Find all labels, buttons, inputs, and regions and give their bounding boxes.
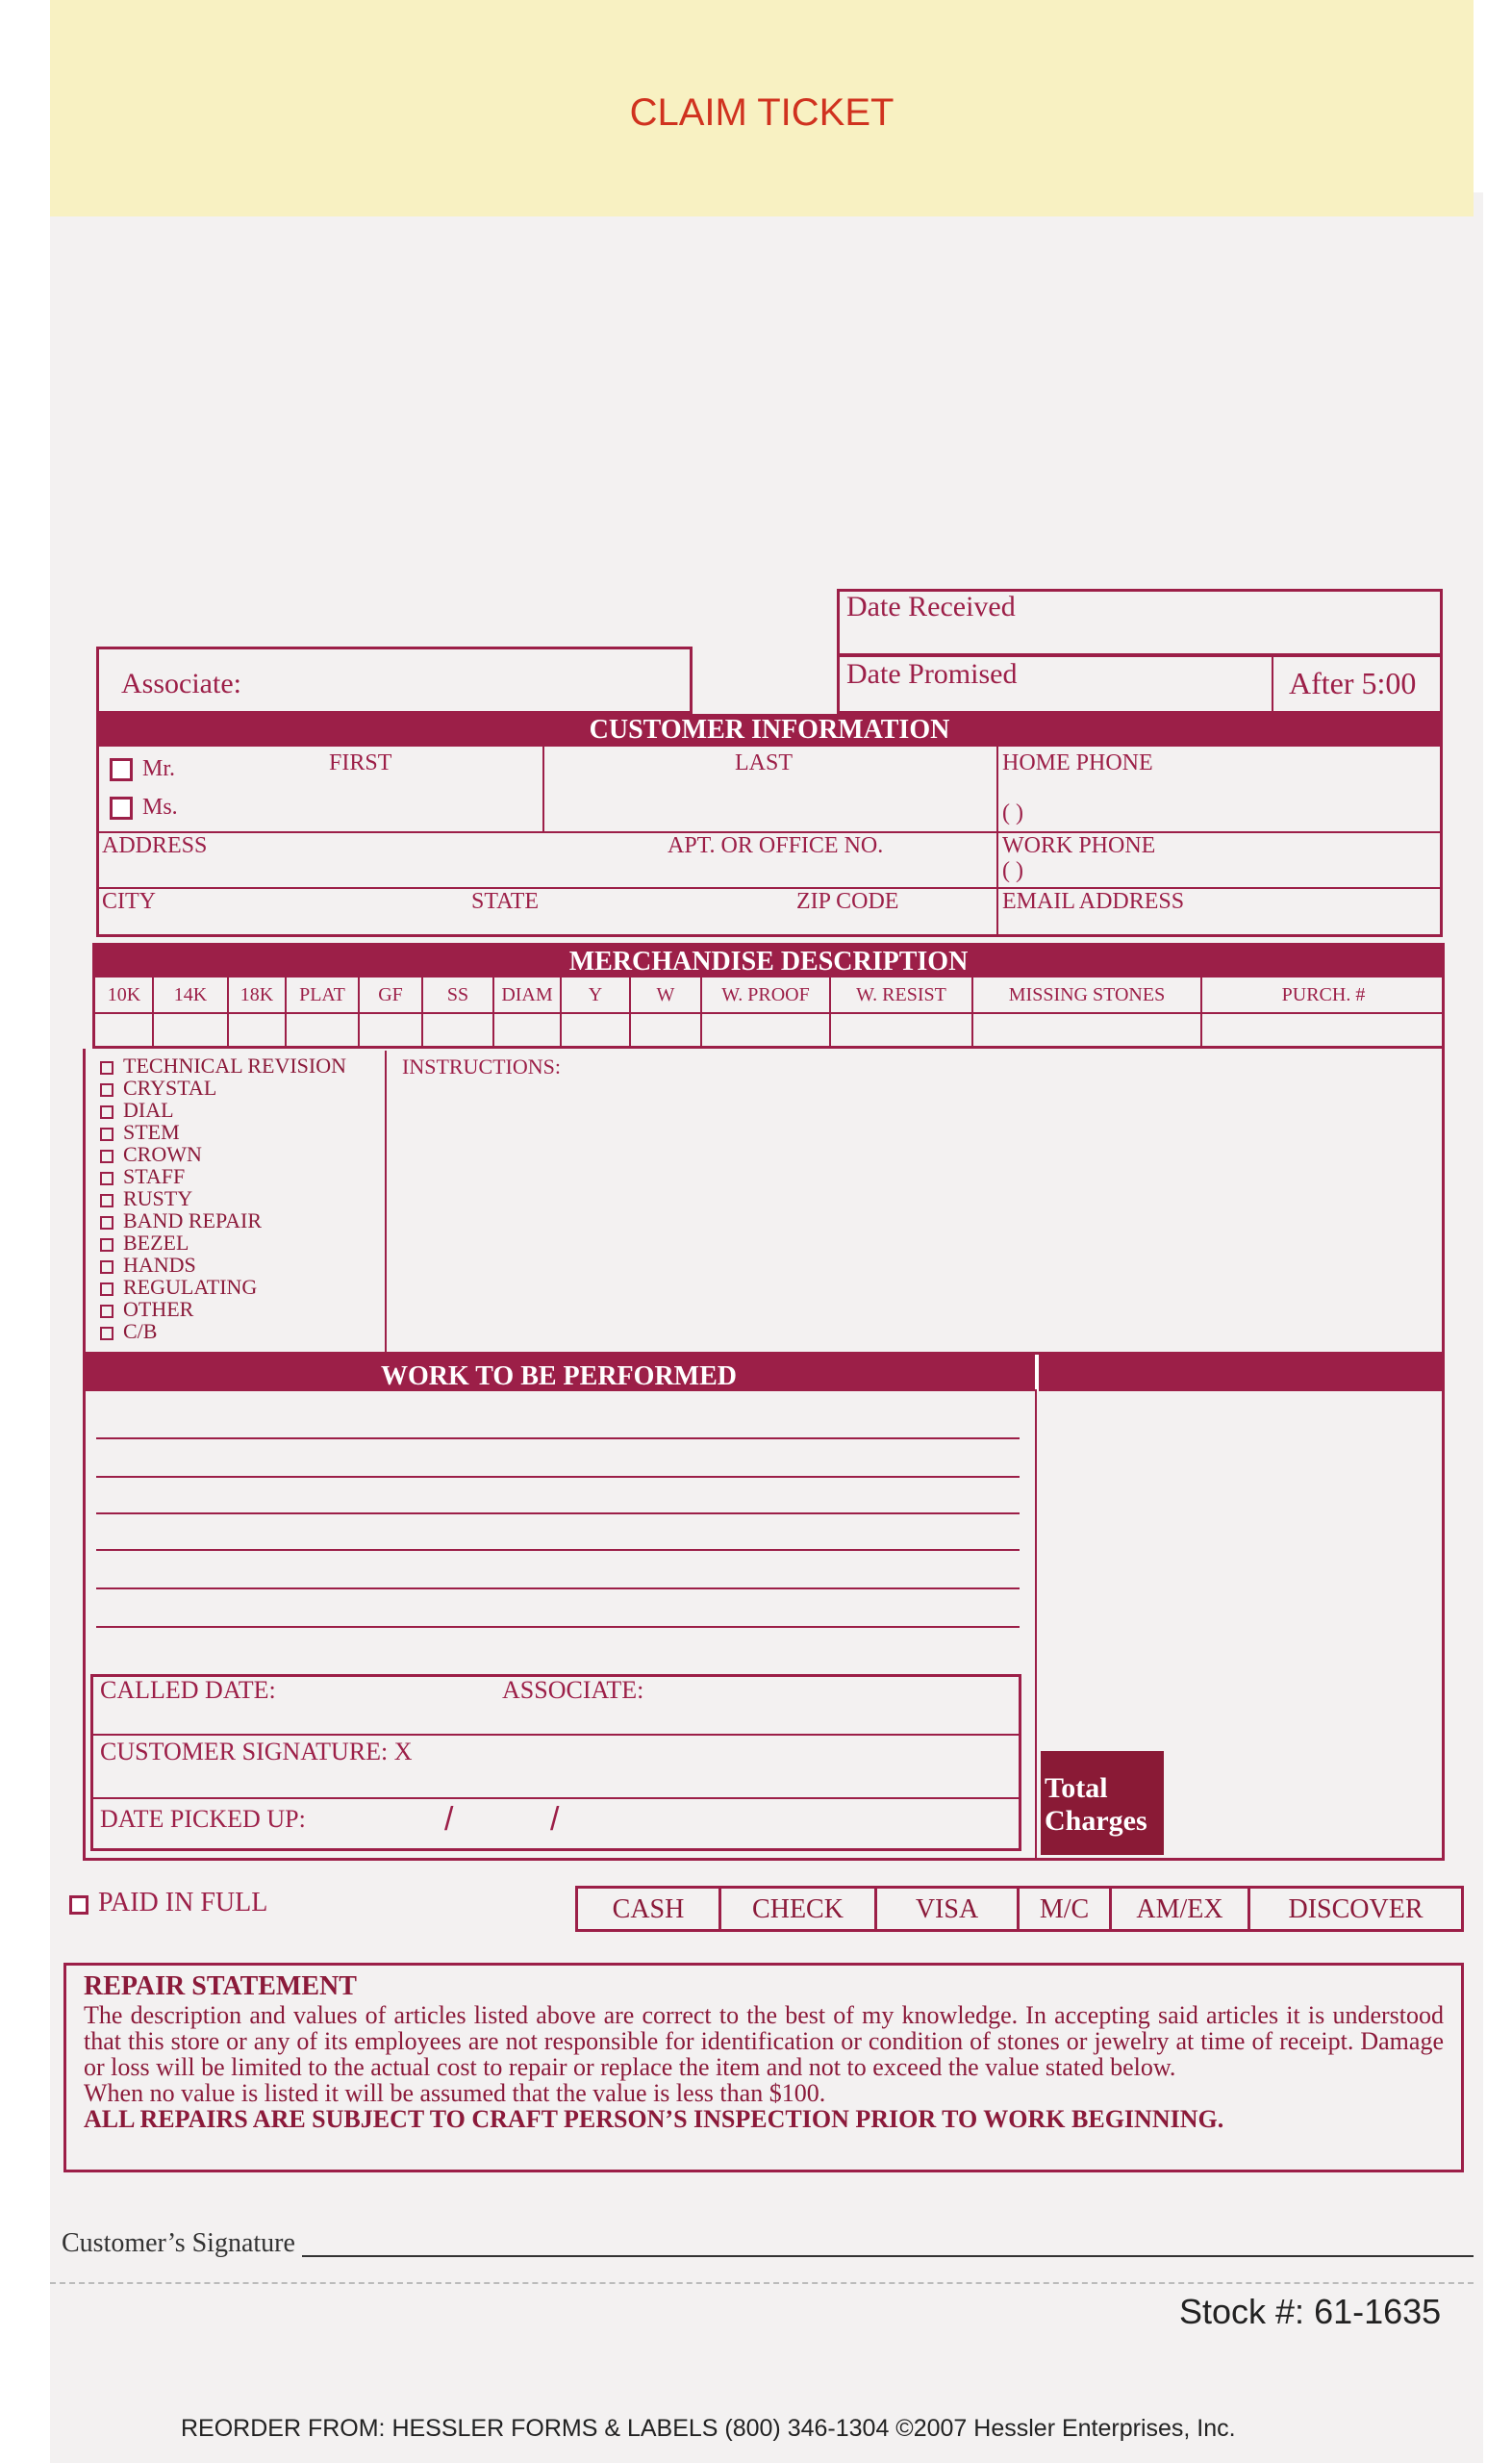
date-received-label: Date Received [846, 591, 1016, 622]
repair-statement-notice: ALL REPAIRS ARE SUBJECT TO CRAFT PERSON’S INSPECTION PRIOR TO WORK BEGINNING. [84, 2105, 1224, 2133]
merchandise-header: MERCHANDISE DESCRIPTION [92, 943, 1445, 978]
last-name-label: LAST [735, 750, 793, 775]
merch-col-header: MISSING STONES [973, 978, 1202, 1012]
city-label: CITY [102, 889, 156, 914]
checkbox-icon [100, 1150, 113, 1163]
home-phone-label: HOME PHONE [1002, 750, 1153, 775]
merch-col-header: PLAT [287, 978, 360, 1012]
mr-checkbox[interactable] [110, 756, 175, 782]
date-slash-1: / [444, 1801, 454, 1838]
checkbox-icon [100, 1061, 113, 1075]
merch-col-header: DIAM [494, 978, 562, 1012]
service-checkbox-item[interactable] [100, 1054, 346, 1077]
service-checkbox-item[interactable] [100, 1276, 346, 1298]
service-checkbox-item[interactable] [100, 1099, 346, 1121]
called-associate-label: ASSOCIATE: [502, 1676, 644, 1704]
stock-number: Stock #: 61-1635 [1179, 2292, 1442, 2331]
payment-option[interactable]: CHECK [721, 1886, 877, 1932]
checkbox-icon [100, 1194, 113, 1207]
merch-col-value[interactable] [423, 1014, 494, 1047]
service-label: CROWN [123, 1142, 202, 1166]
home-phone-paren: ( ) [1002, 800, 1023, 825]
service-checkbox-item[interactable] [100, 1298, 346, 1320]
work-header: WORK TO BE PERFORMED [83, 1355, 1035, 1391]
service-checkbox-item[interactable] [100, 1254, 346, 1276]
repair-statement-no-value: When no value is listed it will be assumed that the value is less than $100. [84, 2079, 826, 2107]
service-checkbox-item[interactable] [100, 1320, 346, 1342]
service-label: CRYSTAL [123, 1076, 217, 1100]
zip-label: ZIP CODE [796, 889, 899, 914]
customer-info-header: CUSTOMER INFORMATION [96, 714, 1443, 747]
merch-col-value[interactable] [562, 1014, 631, 1047]
charges-label: Charges [1045, 1805, 1147, 1837]
merch-col-value[interactable] [973, 1014, 1202, 1047]
checkbox-icon [100, 1216, 113, 1230]
service-label: REGULATING [123, 1275, 258, 1299]
service-label: TECHNICAL REVISION [123, 1054, 346, 1078]
service-label: C/B [123, 1319, 158, 1343]
merch-col-value[interactable] [494, 1014, 562, 1047]
payment-option[interactable]: DISCOVER [1250, 1886, 1464, 1932]
date-slash-2: / [550, 1801, 560, 1838]
paid-in-full-label: PAID IN FULL [98, 1888, 268, 1917]
service-checklist [100, 1054, 346, 1342]
service-label: DIAL [123, 1098, 174, 1122]
checkbox-icon [100, 1282, 113, 1296]
merch-col-header: 10K [96, 978, 154, 1012]
signature-line[interactable] [302, 2255, 1474, 2257]
claim-ticket-tab [50, 0, 1474, 216]
merch-col-value[interactable] [631, 1014, 702, 1047]
merch-col-header: W. PROOF [702, 978, 831, 1012]
service-label: BEZEL [123, 1231, 189, 1255]
service-checkbox-item[interactable] [100, 1165, 346, 1187]
work-phone-label: WORK PHONE [1002, 833, 1156, 858]
mr-label: Mr. [142, 756, 176, 781]
payment-option[interactable]: CASH [575, 1886, 721, 1932]
service-label: OTHER [123, 1297, 194, 1321]
checkbox-icon [100, 1105, 113, 1119]
checkbox-icon [100, 1260, 113, 1274]
customer-signature-label: CUSTOMER SIGNATURE: X [100, 1738, 413, 1765]
merch-col-header: GF [360, 978, 423, 1012]
associate-label: Associate: [121, 668, 241, 699]
email-label: EMAIL ADDRESS [1002, 889, 1185, 914]
merch-col-header: PURCH. # [1281, 984, 1366, 1005]
service-checkbox-item[interactable] [100, 1143, 346, 1165]
checkbox-icon [100, 1327, 113, 1340]
merch-col-value[interactable] [360, 1014, 423, 1047]
total-label: Total [1045, 1772, 1108, 1804]
merch-col-value[interactable] [96, 1014, 154, 1047]
repair-statement-title: REPAIR STATEMENT [84, 1971, 357, 2001]
merch-col-header: 14K [154, 978, 229, 1012]
service-checkbox-item[interactable] [100, 1121, 346, 1143]
repair-statement-body: The description and values of articles listed above are correct to the best of my knowledge. In accepting said articles it is understood that this store or any of its employees are not responsible for identification or condition of stones or jewelry at time of receipt. Damage or loss will be limited to the actual cost to repair or replace the item and not to exceed the value stated below. [84, 2001, 1444, 2081]
checkbox-icon [100, 1172, 113, 1185]
service-checkbox-item[interactable] [100, 1232, 346, 1254]
instructions-label: INSTRUCTIONS: [402, 1054, 562, 1079]
date-picked-up-label: DATE PICKED UP: [100, 1805, 306, 1833]
ms-label: Ms. [142, 795, 178, 820]
service-checkbox-item[interactable] [100, 1209, 346, 1232]
service-checkbox-item[interactable] [100, 1187, 346, 1209]
service-checkbox-item[interactable] [100, 1077, 346, 1099]
checkbox-icon [100, 1083, 113, 1097]
merch-col-value[interactable] [154, 1014, 229, 1047]
service-label: RUSTY [123, 1186, 193, 1210]
reorder-line: REORDER FROM: HESSLER FORMS & LABELS (800) 346-1304 ©2007 Hessler Enterprises, Inc. [181, 2415, 1236, 2442]
date-promised-label: Date Promised [846, 658, 1018, 690]
checkbox-icon [100, 1238, 113, 1252]
checkbox-icon [100, 1305, 113, 1318]
payment-option[interactable]: VISA [877, 1886, 1020, 1932]
service-label: STEM [123, 1120, 180, 1144]
merch-col-value[interactable] [1202, 1014, 1445, 1047]
merch-col-header: Y [562, 978, 631, 1012]
customer-signature-line-label: Customer’s Signature [62, 2228, 295, 2258]
state-label: STATE [471, 889, 540, 914]
payment-option[interactable]: M/C [1020, 1886, 1112, 1932]
merch-col-value[interactable] [229, 1014, 287, 1047]
repair-statement-box [63, 1963, 1464, 2172]
merch-col-value[interactable] [702, 1014, 831, 1047]
checkbox-icon [100, 1128, 113, 1141]
called-date-label: CALLED DATE: [100, 1676, 276, 1704]
service-label: STAFF [123, 1164, 186, 1188]
work-phone-paren: ( ) [1002, 858, 1023, 883]
merch-col-value[interactable] [831, 1014, 973, 1047]
claim-ticket-title: CLAIM TICKET [629, 91, 895, 134]
address-label: ADDRESS [102, 833, 208, 858]
merch-col-header: W. RESIST [831, 978, 973, 1012]
apt-label: APT. OR OFFICE NO. [668, 833, 884, 858]
merch-col-value[interactable] [287, 1014, 360, 1047]
paid-in-full-checkbox[interactable] [69, 1888, 267, 1918]
service-label: HANDS [123, 1253, 196, 1277]
merch-col-header: 18K [229, 978, 287, 1012]
merch-col-header: W [631, 978, 702, 1012]
ms-checkbox[interactable] [110, 795, 178, 821]
service-label: BAND REPAIR [123, 1208, 263, 1232]
payment-option[interactable]: AM/EX [1112, 1886, 1250, 1932]
first-name-label: FIRST [329, 750, 392, 775]
merch-col-header: SS [423, 978, 494, 1012]
after-five-label: After 5:00 [1289, 666, 1417, 700]
